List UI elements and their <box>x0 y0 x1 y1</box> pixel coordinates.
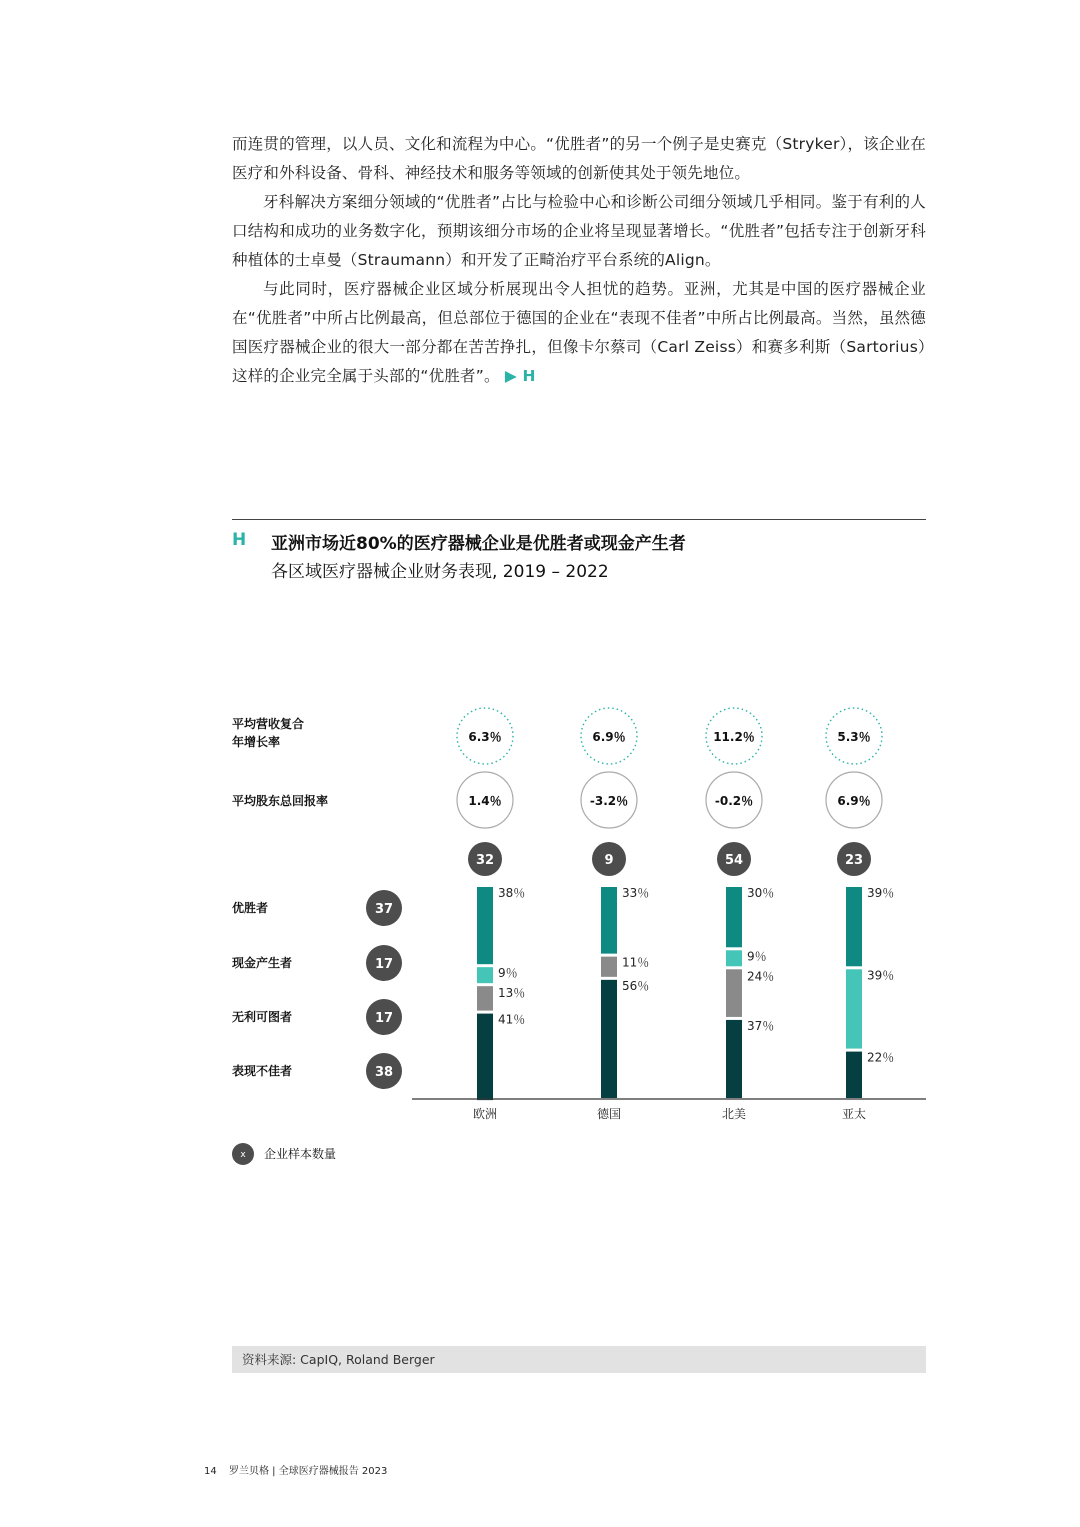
bar-value-label: 30％ <box>747 886 775 900</box>
chart-letter: H <box>232 530 247 550</box>
category-label: 欧洲 <box>472 1107 498 1121</box>
sample-count-value: 23 <box>844 853 864 868</box>
bar-segment <box>726 950 742 966</box>
bar-value-label: 11％ <box>622 955 650 970</box>
body-text <box>232 130 926 391</box>
bar-segment <box>846 887 862 966</box>
legend-count-value: 17 <box>374 1011 394 1026</box>
bar-value-label: 24％ <box>747 969 775 984</box>
bar-segment <box>477 887 493 964</box>
chart-subtitle: 各区域医疗器械企业财务表现, 2019 – 2022 <box>271 562 609 582</box>
bar-value-label: 33％ <box>622 886 650 900</box>
legend-count-value: 17 <box>374 957 394 972</box>
page-number: 14 <box>204 1466 217 1477</box>
paragraph: 牙科解决方案细分领域的“优胜者”占比与检验中心和诊断公司细分领域几乎相同。鉴于有利的人口结构和成功的业务数字化，预期该细分市场的企业将呈现显著增长。“优胜者”包括专注于创新牙科种植体的士卓曼（Straumann）和开发了正畸治疗平台系统的Align。 <box>232 193 926 269</box>
bar-segment <box>601 957 617 977</box>
tsr-value: -3.2％ <box>589 794 629 808</box>
sample-count-legend-symbol-text: x <box>240 1150 246 1160</box>
bar-value-label: 9％ <box>498 966 518 981</box>
sample-count-value: 32 <box>475 853 495 868</box>
tsr-value: 6.9％ <box>837 794 871 808</box>
page-footer <box>204 1462 387 1477</box>
tsr-value: -0.2％ <box>714 794 754 808</box>
legend-label: 现金产生者 <box>232 956 293 970</box>
sample-count-legend-text: 企业样本数量 <box>264 1147 337 1161</box>
revenue-cagr-value: 5.3％ <box>837 730 871 744</box>
category-label: 德国 <box>596 1107 622 1121</box>
legend-count-value: 38 <box>374 1065 394 1080</box>
bar-segment <box>726 1020 742 1098</box>
bar-segment <box>601 980 617 1098</box>
tsr-value: 1.4％ <box>468 794 502 808</box>
bar-value-label: 56％ <box>622 978 650 993</box>
bar-segment <box>601 887 617 954</box>
chart-title: 亚洲市场近80%的医疗器械企业是优胜者或现金产生者 <box>271 534 686 554</box>
revenue-cagr-value: 11.2％ <box>713 730 755 744</box>
metric-row-label: 年增长率 <box>232 735 281 749</box>
category-label: 亚太 <box>841 1107 867 1121</box>
bar-segment <box>477 986 493 1010</box>
bar-value-label: 13％ <box>498 986 526 1001</box>
bar-value-label: 38％ <box>498 886 526 900</box>
bar-segment <box>726 887 742 947</box>
bar-segment <box>477 967 493 983</box>
bar-value-label: 41％ <box>498 1012 526 1027</box>
bar-value-label: 39％ <box>867 968 895 983</box>
chart-reference-marker[interactable]: ▶ H <box>504 367 536 385</box>
revenue-cagr-value: 6.9％ <box>592 730 626 744</box>
metric-row-label: 平均股东总回报率 <box>232 794 329 808</box>
bar-segment <box>846 1052 862 1098</box>
revenue-cagr-value: 6.3％ <box>468 730 502 744</box>
bar-segment <box>477 1014 493 1101</box>
chart-header-rule <box>232 519 926 520</box>
metric-row-label: 平均营收复合 <box>232 717 305 731</box>
paragraph <box>232 275 926 391</box>
source-note: 资料来源: CapIQ, Roland Berger <box>232 1346 926 1373</box>
footer-text: 罗兰贝格 | 全球医疗器械报告 2023 <box>229 1466 388 1477</box>
legend-label: 优胜者 <box>232 901 269 915</box>
stacked-bar-chart <box>0 690 1080 1180</box>
legend-count-value: 37 <box>374 902 394 917</box>
bar-segment <box>726 969 742 1017</box>
paragraph-text: 与此同时，医疗器械企业区域分析展现出令人担忧的趋势。亚洲，尤其是中国的医疗器械企业在“优胜者”中所占比例最高，但总部位于德国的企业在“表现不佳者”中所占比例最高。当然，虽然德国医疗器械企业的很大一部分都在苦苦挣扎，但像卡尔蔡司（Carl Zeiss）和赛多利斯（Sartorius）这样的企业完全属于头部的“优胜者”。 <box>232 280 926 385</box>
bar-value-label: 39％ <box>867 886 895 900</box>
paragraph: 而连贯的管理，以人员、文化和流程为中心。“优胜者”的另一个例子是史赛克（Stryker），该企业在医疗和外科设备、骨科、神经技术和服务等领域的创新使其处于领先地位。 <box>232 135 926 182</box>
category-label: 北美 <box>721 1107 747 1121</box>
legend-label: 表现不佳者 <box>232 1064 293 1078</box>
bar-value-label: 22％ <box>867 1050 895 1065</box>
legend-label: 无利可图者 <box>232 1010 293 1024</box>
sample-count-value: 54 <box>724 853 744 868</box>
bar-value-label: 9％ <box>747 949 767 964</box>
bar-segment <box>846 969 862 1048</box>
sample-count-value: 9 <box>604 853 614 868</box>
bar-value-label: 37％ <box>747 1018 775 1033</box>
